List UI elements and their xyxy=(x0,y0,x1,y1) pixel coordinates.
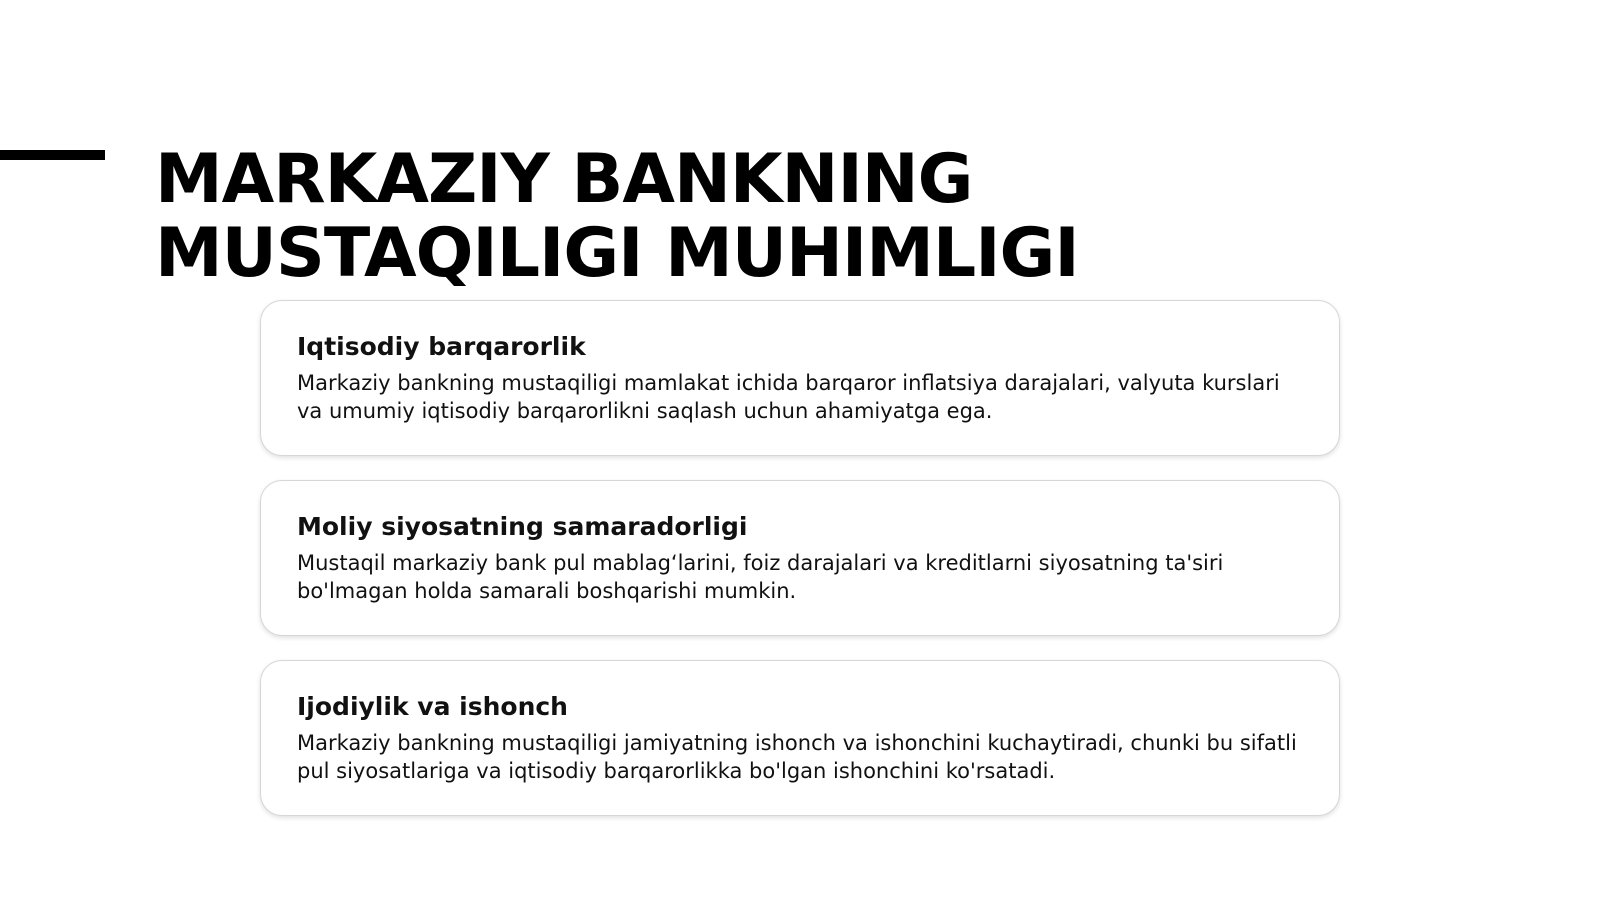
card-title: Ijodiylik va ishonch xyxy=(297,692,568,721)
card-creativity-and-trust xyxy=(260,660,1340,816)
card-text: Markaziy bankning mustaqiligi jamiyatning ishonch va ishonchini kuchaytiradi, chunki bu sifatli pul siyosatlariga va iqtisodiy barqarorlikka bo'lgan ishonchini ko'rsatadi. xyxy=(297,731,1297,783)
title-accent-bar xyxy=(0,150,105,160)
card-monetary-policy-effectiveness xyxy=(260,480,1340,636)
slide-title xyxy=(155,140,1455,293)
card-economic-stability xyxy=(260,300,1340,456)
card-list xyxy=(260,300,1340,840)
slide-title-line-1: MARKAZIY BANKNING xyxy=(155,140,973,219)
card-text: Mustaqil markaziy bank pul mablag‘larini, foiz darajalari va kreditlarni siyosatning ta'siri bo'lmagan holda samarali boshqarishi mumkin. xyxy=(297,551,1224,603)
card-title: Moliy siyosatning samaradorligi xyxy=(297,512,748,541)
slide-title-line-2: MUSTAQILIGI MUHIMLIGI xyxy=(155,214,1079,293)
card-title: Iqtisodiy barqarorlik xyxy=(297,332,586,361)
card-text: Markaziy bankning mustaqiligi mamlakat ichida barqaror inflatsiya darajalari, valyuta kurslari va umumiy iqtisodiy barqarorlikni saqlash uchun ahamiyatga ega. xyxy=(297,371,1280,423)
